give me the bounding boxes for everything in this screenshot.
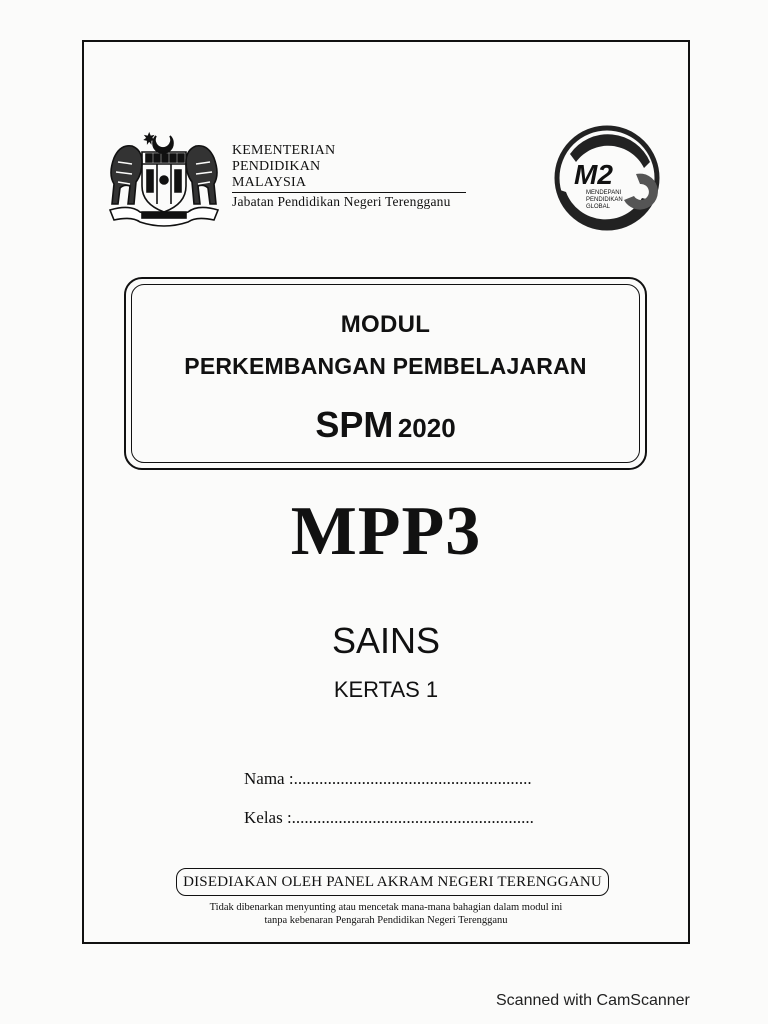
ministry-line-3: MALAYSIA <box>232 175 307 190</box>
ministry-block <box>232 143 466 210</box>
m2-mendepani-pendidikan-global-logo <box>552 124 662 232</box>
notice-line-2: tanpa kebenaran Pengarah Pendidikan Negeri Terengganu <box>264 915 508 926</box>
department-name: Jabatan Pendidikan Negeri Terengganu <box>232 194 451 209</box>
title-line-2: PERKEMBANGAN PEMBELAJARAN <box>184 353 587 379</box>
title-exam-year <box>124 404 647 446</box>
subject-name: SAINS <box>331 620 441 661</box>
ministry-line-1: KEMENTERIAN <box>232 143 336 158</box>
class-field: Kelas :......................................................... <box>244 808 534 827</box>
exam-name: SPM <box>315 404 394 445</box>
logo-text-1: MENDEPANI <box>586 190 622 196</box>
notice-line-1: Tidak dibenarkan menyunting atau mencetak mana-mana bahagian dalam modul ini <box>209 902 563 913</box>
camscanner-watermark: Scanned with CamScanner <box>496 992 690 1009</box>
exam-year: 2020 <box>397 413 456 443</box>
logo-text-2: PENDIDIKAN <box>586 197 623 203</box>
logo-mark: M2 <box>574 159 613 190</box>
prepared-by-box: DISEDIAKAN OLEH PANEL AKRAM NEGERI TERENGGANU <box>176 868 609 896</box>
ministry-divider <box>232 192 466 193</box>
name-field: Nama :........................................................ <box>244 769 532 788</box>
ministry-line-2: PENDIDIKAN <box>232 159 321 174</box>
module-code: MPP3 <box>290 493 482 570</box>
title-line-1: MODUL <box>340 311 431 338</box>
copyright-notice <box>82 901 690 927</box>
paper-number: KERTAS 1 <box>333 677 439 702</box>
logo-text-3: GLOBAL <box>586 204 611 210</box>
malaysia-coat-of-arms-icon <box>102 128 226 228</box>
